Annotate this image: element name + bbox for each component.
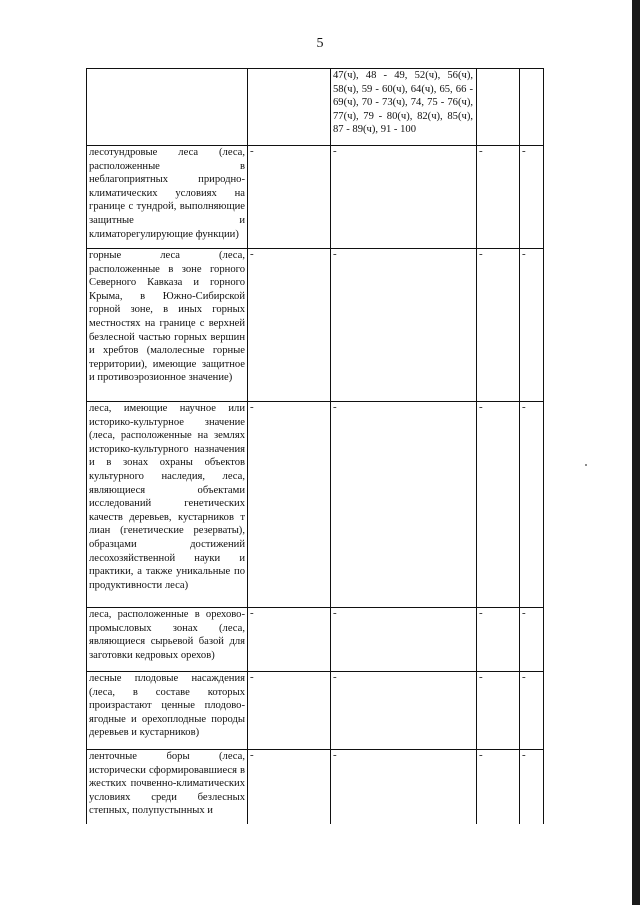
row-description: горные леса (леса, расположенные в зоне горного Северного Кавказа и горного Крыма, в Южно-Сибирской горной зоне, в иных горных местностях на границе с верхней безлесной частью горных вершин и хребтов (малолесные горные территории), имеющие защитное и противоэрозионное значение) [89, 250, 245, 384]
row-col5: - [522, 749, 526, 761]
row-description: ленточные боры (леса, исторически сформировавшиеся в жестких почвенно-климатических условиях среди безлесных степных, полупустынных и [89, 751, 245, 817]
row-divider [86, 607, 543, 608]
table-row [86, 607, 543, 671]
table-border-top [86, 68, 543, 69]
row-col4: - [479, 145, 483, 157]
row-col5: - [522, 671, 526, 683]
row-col4 [476, 68, 519, 145]
row-col2: - [250, 607, 254, 619]
row-col3: - [333, 248, 337, 260]
row-description: лесные плодовые насаждения (леса, в составе которых произрастают ценные плодово-ягодные и орехоплодные породы деревьев и кустарников) [89, 673, 245, 739]
table-row [86, 68, 543, 145]
row-divider [86, 749, 543, 750]
row-col2: - [250, 671, 254, 683]
row-col2 [247, 68, 330, 145]
row-col2: - [250, 145, 254, 157]
column-divider [476, 68, 477, 824]
row-divider [86, 248, 543, 249]
column-divider [86, 68, 87, 824]
row-col3: - [333, 671, 337, 683]
row-col4: - [479, 749, 483, 761]
column-divider [247, 68, 248, 824]
row-col5: - [522, 248, 526, 260]
table-row [86, 401, 543, 607]
row-col2: - [250, 749, 254, 761]
row-col4: - [479, 671, 483, 683]
row-description: лесотундровые леса (леса, расположенные в неблагоприятных природно-климатических условиях на границе с тундрой, выполняющие защитные и климаторегулирующие функции) [89, 147, 245, 240]
row-col3: - [333, 749, 337, 761]
row-col5: - [522, 607, 526, 619]
column-divider [330, 68, 331, 824]
row-col5: - [522, 401, 526, 413]
table-row [86, 248, 543, 401]
row-divider [86, 671, 543, 672]
page-number: 5 [316, 36, 324, 51]
row-col5 [519, 68, 543, 145]
row-col4: - [479, 248, 483, 260]
forest-categories-table [86, 68, 543, 824]
table-row [86, 671, 543, 749]
row-col3: - [333, 607, 337, 619]
column-divider [519, 68, 520, 824]
row-col4: - [479, 607, 483, 619]
row-col2: - [250, 248, 254, 260]
row-divider [86, 145, 543, 146]
row-description [86, 68, 247, 145]
table-row [86, 749, 543, 824]
row-col3: - [333, 145, 337, 157]
row-col5: - [522, 145, 526, 157]
row-col3: - [333, 401, 337, 413]
row-col2: - [250, 401, 254, 413]
row-description: леса, расположенные в орехово-промысловых зонах (леса, являющиеся сырьевой базой для заготовки кедровых орехов) [89, 609, 245, 661]
table-row [86, 145, 543, 248]
row-description: леса, имеющие научное или историко-культурное значение (леса, расположенные на землях историко-культурного назначения и в зонах охраны объектов культурного наследия, леса, являющиеся объектами исследований генетических качеств деревьев, кустарников т лиан (генетические резерваты), образцами достижений лесохозяйственной науки и практики, а также уникальные по продуктивности леса) [89, 403, 245, 591]
row-quarters: 47(ч), 48 - 49, 52(ч), 56(ч), 58(ч), 59 - 60(ч), 64(ч), 65, 66 - 69(ч), 70 - 73(ч), 74, 75 - 76(ч), 77(ч), 79 - 80(ч), 82(ч), 85(ч), 87 - 89(ч), 91 - 100 [333, 70, 473, 136]
row-divider [86, 401, 543, 402]
row-col4: - [479, 401, 483, 413]
table-border-right [543, 68, 544, 824]
scan-edge-shadow [632, 0, 640, 905]
scan-speck [585, 464, 587, 466]
